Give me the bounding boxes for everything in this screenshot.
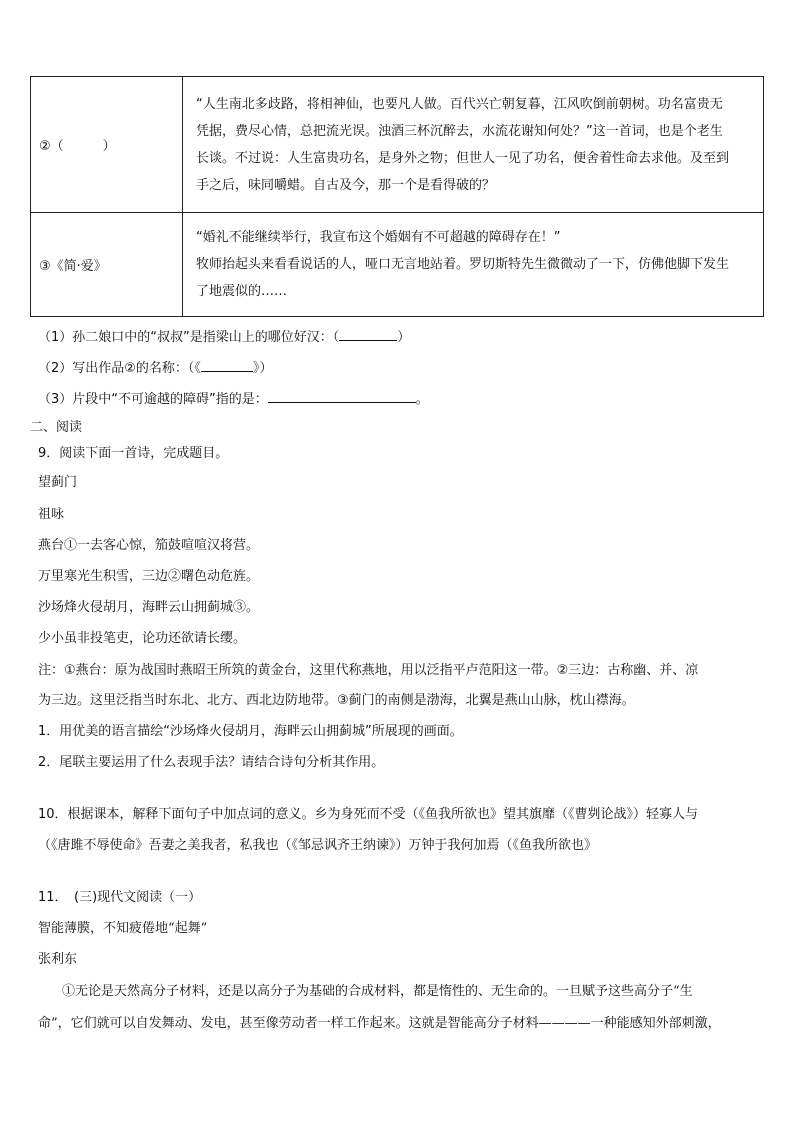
article-paragraph-line: 命”，它们就可以自发舞动、发电，甚至像劳动者一样工作起来。这就是智能高分子材料————一种能感知外部刺激， <box>38 1016 721 1031</box>
excerpt-line: 凭据，费尽心情，总把流光误。浊酒三杯沉醉去，水流花谢知何处？”这一首词，也是个老生 <box>196 123 723 139</box>
question-9-1: 1．用优美的语言描绘“沙场烽火侵胡月，海畔云山拥蓟城”所展现的画面。 <box>38 724 463 739</box>
question-text: （1）孙二娘口中的“叔叔”是指梁山上的哪位好汉：（ <box>38 330 340 345</box>
question-text-end: ） <box>397 330 411 345</box>
question-10-line: （《唐雎不辱使命》吾妻之美我者，私我也（《邹忌讽齐王纳谏》）万钟于我何加焉（《鱼我所欲也》 <box>38 838 598 853</box>
question-8-2 <box>38 357 272 376</box>
excerpt-line: 手之后，味同嚼蜡。自古及今，那一个是看得破的？ <box>196 177 496 193</box>
work-label: ③《简·爱》 <box>39 259 107 274</box>
work-label: ②（ ） <box>39 139 116 154</box>
poem-line: 万里寒光生积雪，三边②曙色动危旌。 <box>38 569 260 584</box>
article-title: 智能薄膜，不知疲倦地“起舞” <box>38 921 208 936</box>
table-cell-label <box>31 213 183 317</box>
question-8-1 <box>38 326 410 345</box>
poem-line: 沙场烽火侵胡月，海畔云山拥蓟城③。 <box>38 600 260 615</box>
question-text-end: 》） <box>252 361 273 376</box>
question-9-2: 2．尾联主要运用了什么表现手法？请结合诗句分析其作用。 <box>38 755 385 770</box>
article-paragraph-line: ①无论是天然高分子材料，还是以高分子为基础的合成材料，都是惰性的、无生命的。一旦赋予这些高分子“生 <box>62 984 693 999</box>
question-text: （3）片段中“不可逾越的障碍”指的是： <box>38 392 268 407</box>
table-cell-label <box>31 77 183 213</box>
table-cell-excerpt <box>183 77 764 213</box>
question-text-end: 。 <box>415 392 429 407</box>
excerpt-line: “婚礼不能继续举行，我宣布这个婚姻有不可超越的障碍存在！” <box>196 230 561 245</box>
poem-line: 少小虽非投笔吏，论功还欲请长缨。 <box>38 631 247 646</box>
poem-title: 望蓟门 <box>38 475 78 490</box>
poem-author: 祖咏 <box>38 507 65 522</box>
question-9-intro: 9．阅读下面一首诗，完成题目。 <box>38 446 229 461</box>
answer-blank[interactable] <box>268 402 416 403</box>
excerpt-line: “人生南北多歧路，将相神仙，也要凡人做。百代兴亡朝复暮，江风吹倒前朝树。功名富贵无 <box>196 96 723 112</box>
question-11-heading: 11． (三)现代文阅读（一） <box>38 890 202 905</box>
answer-blank[interactable] <box>201 371 253 372</box>
poem-line: 燕台①一去客心惊，笳鼓喧喧汉将营。 <box>38 538 260 553</box>
table-row <box>31 77 764 213</box>
question-10-line: 10．根据课本，解释下面句子中加点词的意义。乡为身死而不受（《鱼我所欲也》望其旗靡（《曹刿论战》）轻寡人与 <box>38 807 699 822</box>
poem-note-line: 注：①燕台：原为战国时燕昭王所筑的黄金台，这里代称燕地，用以泛指平卢范阳这一带。②三边：古称幽、并、凉 <box>38 663 699 678</box>
excerpt-line: 长谈。不过说：人生富贵功名，是身外之物；但世人一见了功名，便舍着性命去求他。及至到 <box>196 150 730 166</box>
section-heading: 二、阅读 <box>30 420 83 435</box>
table-cell-excerpt <box>183 213 764 317</box>
poem-note-line: 为三边。这里泛指当时东北、北方、西北边防地带。③蓟门的南侧是渤海，北翼是燕山山脉，枕山襟海。 <box>38 693 635 708</box>
excerpt-line: 牧师抬起头来看看说话的人，哑口无言地站着。罗切斯特先生微微动了一下，仿佛他脚下发生 <box>196 257 730 272</box>
literature-table <box>30 76 764 317</box>
question-8-3 <box>38 388 429 407</box>
table-row <box>31 213 764 317</box>
answer-blank[interactable] <box>339 340 397 341</box>
excerpt-line: 了地震似的…… <box>196 284 288 299</box>
article-author: 张利东 <box>38 952 78 967</box>
question-text: （2）写出作品②的名称：（《 <box>38 361 201 376</box>
